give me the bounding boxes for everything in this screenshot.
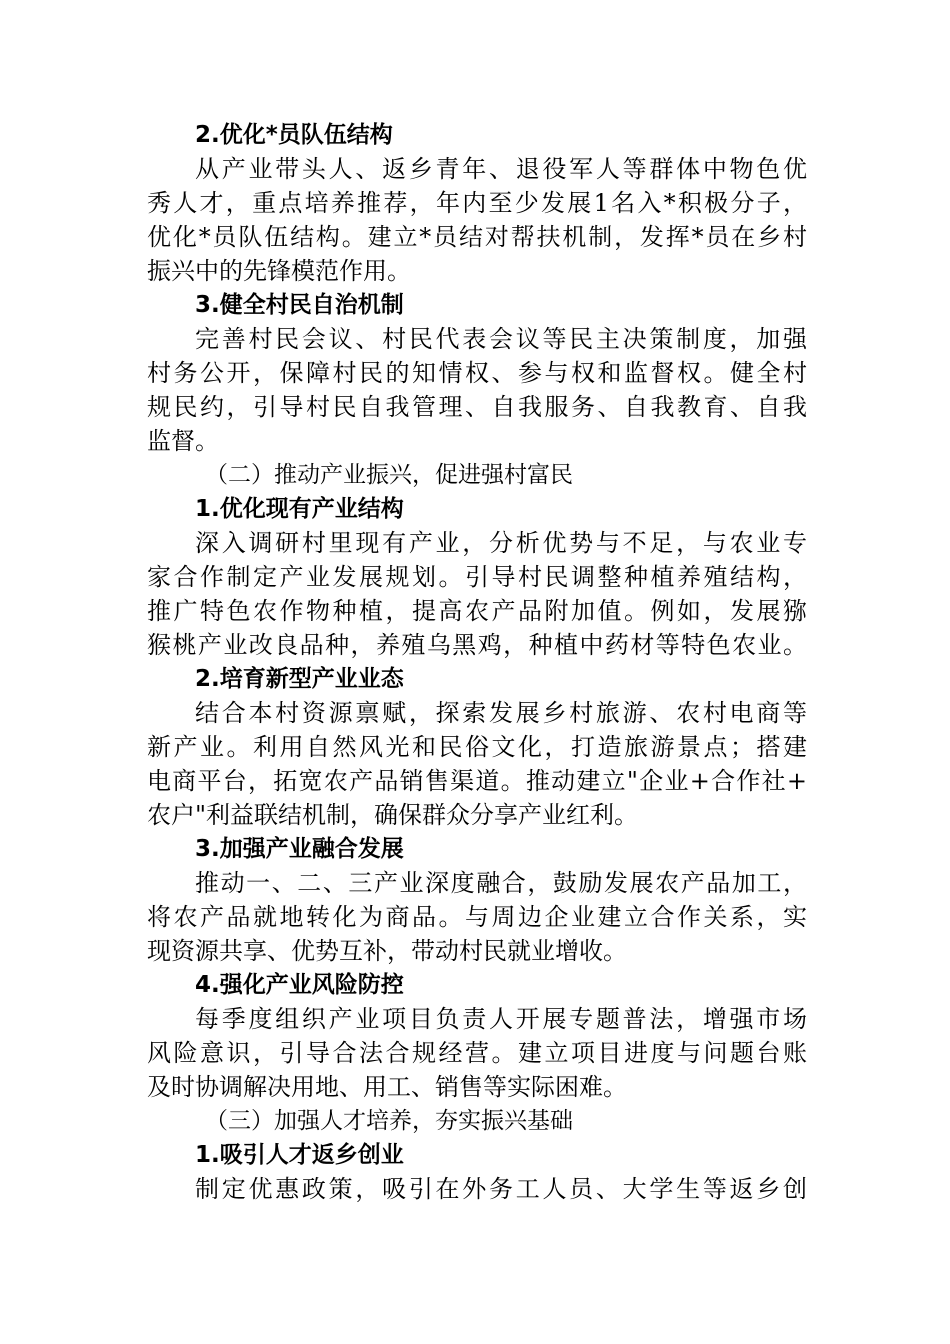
- paragraph-line: 每季度组织产业项目负责人开展专题普法，增强市场: [195, 1005, 807, 1033]
- paragraph-line: 猴桃产业改良品种，养殖乌黑鸡，种植中药材等特色农业。: [147, 631, 807, 659]
- section-heading: （二）推动产业振兴，促进强村富民: [205, 462, 573, 488]
- paragraph-line: 结合本村资源禀赋，探索发展乡村旅游、农村电商等: [195, 699, 807, 727]
- paragraph-line: 规民约，引导村民自我管理、自我服务、自我教育、自我: [147, 393, 807, 421]
- paragraph-line: 完善村民会议、村民代表会议等民主决策制度，加强: [195, 325, 807, 353]
- paragraph-line: 风险意识，引导合法合规经营。建立项目进度与问题台账: [147, 1039, 807, 1067]
- paragraph-line: 推动一、二、三产业深度融合，鼓励发展农产品加工，: [195, 869, 807, 897]
- paragraph-line: 制定优惠政策，吸引在外务工人员、大学生等返乡创: [195, 1175, 807, 1203]
- paragraph-line: 村务公开，保障村民的知情权、参与权和监督权。健全村: [147, 359, 807, 387]
- paragraph-line: 从产业带头人、返乡青年、退役军人等群体中物色优: [195, 155, 807, 183]
- paragraph-line: 深入调研村里现有产业，分析优势与不足，与农业专: [195, 529, 807, 557]
- paragraph-line: 监督。: [147, 427, 219, 455]
- subsection-heading: 4.强化产业风险防控: [195, 972, 404, 998]
- paragraph-line: 及时协调解决用地、用工、销售等实际困难。: [147, 1073, 627, 1101]
- paragraph-line: 秀人才，重点培养推荐，年内至少发展1名入*积极分子，: [147, 189, 807, 217]
- paragraph-line: 振兴中的先锋模范作用。: [147, 257, 411, 285]
- document-page: [147, 118, 807, 1206]
- subsection-heading: 1.吸引人才返乡创业: [195, 1142, 404, 1168]
- subsection-heading: 2.优化*员队伍结构: [195, 122, 393, 148]
- subsection-heading: 3.健全村民自治机制: [195, 292, 404, 318]
- paragraph-line: 优化*员队伍结构。建立*员结对帮扶机制，发挥*员在乡村: [147, 223, 807, 251]
- paragraph-line: 农户"利益联结机制，确保群众分享产业红利。: [147, 801, 639, 829]
- subsection-heading: 3.加强产业融合发展: [195, 836, 404, 862]
- subsection-heading: 2.培育新型产业业态: [195, 666, 404, 692]
- paragraph-line: 将农产品就地转化为商品。与周边企业建立合作关系，实: [147, 903, 807, 931]
- subsection-heading: 1.优化现有产业结构: [195, 496, 404, 522]
- paragraph-line: 电商平台，拓宽农产品销售渠道。推动建立"企业+合作社+: [147, 767, 807, 795]
- paragraph-line: 家合作制定产业发展规划。引导村民调整种植养殖结构，: [147, 563, 807, 591]
- paragraph-line: 现资源共享、优势互补，带动村民就业增收。: [147, 937, 627, 965]
- paragraph-line: 新产业。利用自然风光和民俗文化，打造旅游景点；搭建: [147, 733, 807, 761]
- paragraph-line: 推广特色农作物种植，提高农产品附加值。例如，发展猕: [147, 597, 807, 625]
- section-heading: （三）加强人才培养，夯实振兴基础: [205, 1108, 573, 1134]
